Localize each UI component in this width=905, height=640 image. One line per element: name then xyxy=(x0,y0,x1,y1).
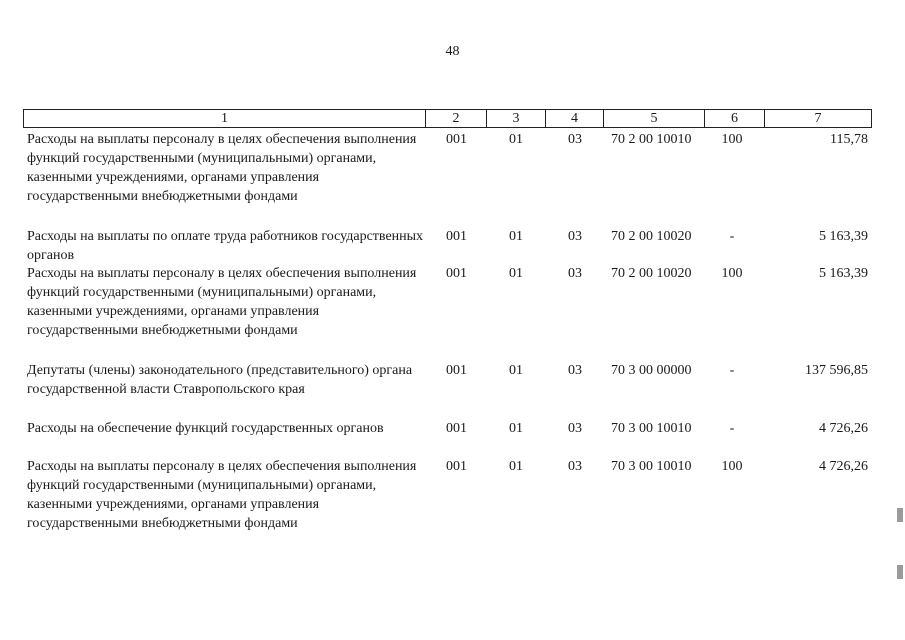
row-col-2: 001 xyxy=(446,421,467,436)
row-col-7: 137 596,85 xyxy=(805,363,868,378)
row-col-6: - xyxy=(729,421,735,436)
row-col-4: 03 xyxy=(568,363,582,378)
row-col-3: 01 xyxy=(509,229,523,244)
scan-edge-mark xyxy=(897,508,903,522)
page-number: 48 xyxy=(445,44,460,59)
row-col-6: 100 xyxy=(721,132,743,147)
row-col-5: 70 2 00 10020 xyxy=(611,229,692,244)
header-col-6: 6 xyxy=(705,110,765,128)
row-col-4: 03 xyxy=(568,266,582,281)
header-col-7: 7 xyxy=(765,110,872,128)
row-description: Расходы на обеспечение функций государственных органов xyxy=(27,421,384,436)
row-col-7: 4 726,26 xyxy=(819,421,868,436)
row-col-5: 70 3 00 10010 xyxy=(611,459,692,474)
row-col-5: 70 3 00 00000 xyxy=(611,363,692,378)
header-col-5: 5 xyxy=(604,110,705,128)
row-col-4: 03 xyxy=(568,459,582,474)
row-col-2: 001 xyxy=(446,229,467,244)
row-col-4: 03 xyxy=(568,421,582,436)
row-col-4: 03 xyxy=(568,229,582,244)
row-description: Расходы на выплаты персоналу в целях обеспечения выполнения функций государственными (муниципальными) органами, казенными учреждениями, органами управления государственными внебюджетными фондами xyxy=(27,459,417,531)
row-col-3: 01 xyxy=(509,421,523,436)
row-col-7: 4 726,26 xyxy=(819,459,868,474)
row-col-5: 70 3 00 10010 xyxy=(611,421,692,436)
header-col-1: 1 xyxy=(24,110,426,128)
header-col-2: 2 xyxy=(426,110,487,128)
row-description: Расходы на выплаты персоналу в целях обеспечения выполнения функций государственными (муниципальными) органами, казенными учреждениями, органами управления государственными внебюджетными фондами xyxy=(27,266,417,338)
header-col-3: 3 xyxy=(487,110,546,128)
column-header-table xyxy=(23,109,872,128)
header-row xyxy=(24,110,872,128)
row-col-6: - xyxy=(729,229,735,244)
row-col-2: 001 xyxy=(446,459,467,474)
row-col-7: 115,78 xyxy=(830,132,868,147)
row-col-3: 01 xyxy=(509,132,523,147)
row-col-6: - xyxy=(729,363,735,378)
row-col-2: 001 xyxy=(446,132,467,147)
row-col-7: 5 163,39 xyxy=(819,229,868,244)
row-col-4: 03 xyxy=(568,132,582,147)
row-col-3: 01 xyxy=(509,363,523,378)
row-description: Депутаты (члены) законодательного (представительного) органа государственной власти Ставропольского края xyxy=(27,363,413,397)
scan-edge-mark xyxy=(897,565,903,579)
row-col-3: 01 xyxy=(509,459,523,474)
row-col-2: 001 xyxy=(446,266,467,281)
row-description: Расходы на выплаты персоналу в целях обеспечения выполнения функций государственными (муниципальными) органами, казенными учреждениями, органами управления государственными внебюджетными фондами xyxy=(27,132,417,204)
row-col-2: 001 xyxy=(446,363,467,378)
row-description: Расходы на выплаты по оплате труда работников государственных органов xyxy=(27,229,424,263)
row-col-5: 70 2 00 10010 xyxy=(611,132,692,147)
row-col-3: 01 xyxy=(509,266,523,281)
row-col-7: 5 163,39 xyxy=(819,266,868,281)
row-col-6: 100 xyxy=(721,459,743,474)
row-col-5: 70 2 00 10020 xyxy=(611,266,692,281)
row-col-6: 100 xyxy=(721,266,743,281)
header-col-4: 4 xyxy=(546,110,604,128)
